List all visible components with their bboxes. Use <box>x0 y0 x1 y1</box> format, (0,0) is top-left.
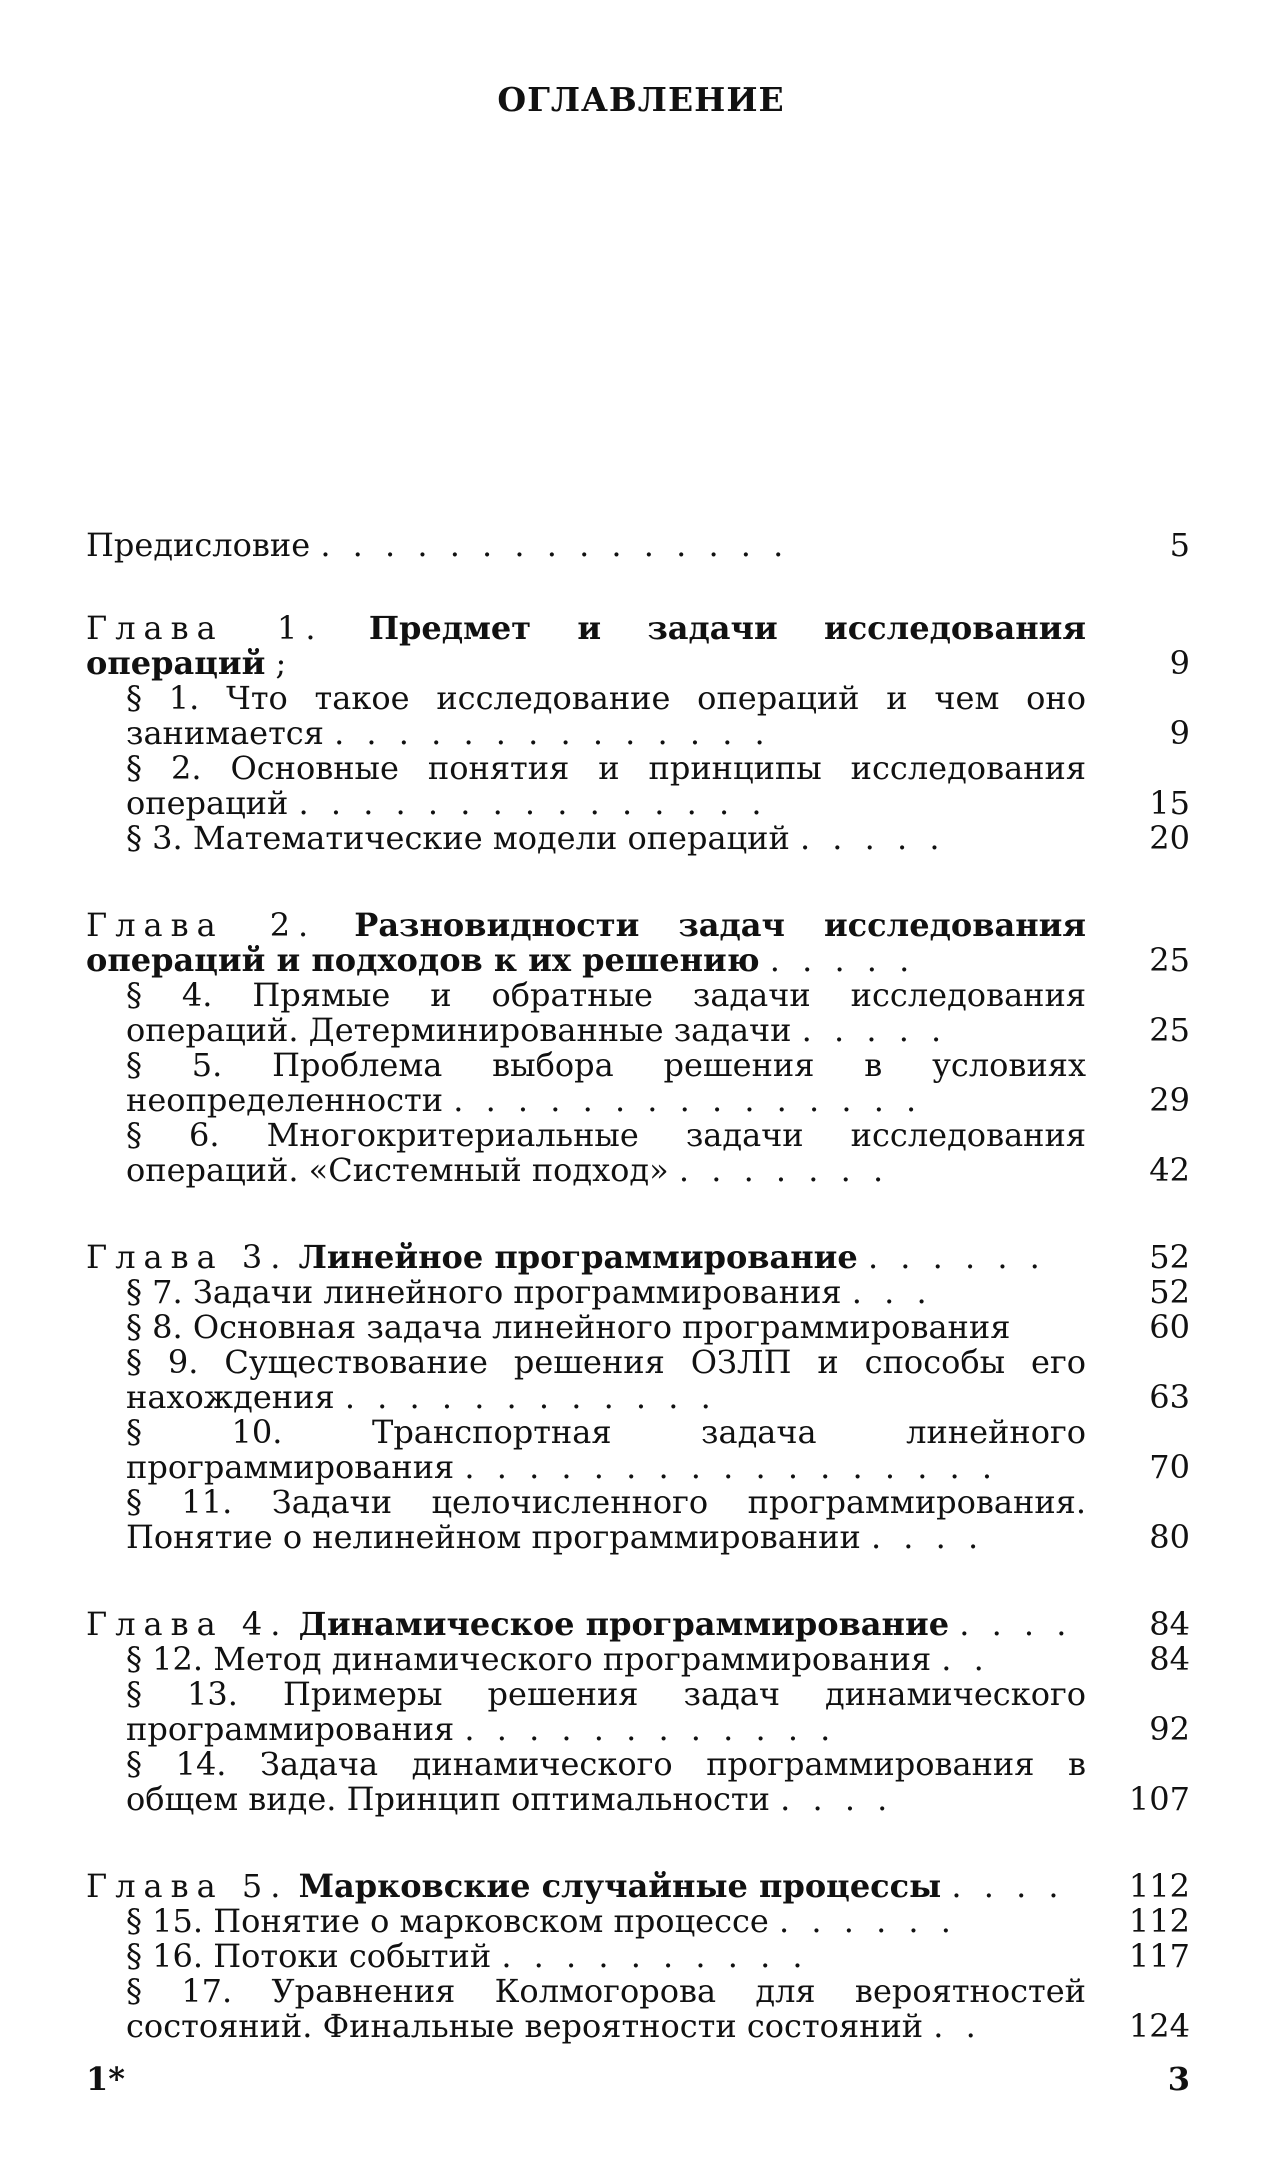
section-title: § 2. Основные понятия и принципы исследования операций <box>126 749 1086 822</box>
toc-entry-section[interactable] <box>86 1642 1196 1677</box>
toc-entry-section[interactable] <box>86 751 1196 821</box>
leader-dots: . . . . . . . . . . . . . . . <box>320 526 790 564</box>
toc-entry-section[interactable] <box>86 1939 1196 1974</box>
section-title: § 10. Транспортная задача линейного программирования <box>126 1413 1086 1486</box>
table-of-contents <box>86 528 1196 2044</box>
leader-dots: . . . . . . . . . . . . . . . <box>298 784 768 822</box>
leader-dots: . . . . <box>870 1518 985 1556</box>
toc-entry-section[interactable] <box>86 1747 1196 1817</box>
toc-entry-section[interactable] <box>86 1677 1196 1747</box>
page-number: 60 <box>1149 1308 1190 1346</box>
page-number: 84 <box>1149 1605 1190 1643</box>
section-title: § 9. Существование решения ОЗЛП и способы его нахождения <box>126 1343 1086 1416</box>
page-number: 112 <box>1128 1902 1190 1940</box>
leader-dots: . . . . . . . <box>678 1151 890 1189</box>
toc-entry-chapter-4[interactable] <box>86 1607 1196 1642</box>
page-number: 52 <box>1149 1238 1190 1276</box>
chapter-title: Разновидности задач исследования операций и подходов к их решению <box>86 906 1087 979</box>
chapter-prefix: Глава 4. <box>86 1605 289 1643</box>
page-number: 117 <box>1128 1937 1190 1975</box>
leader-dots: . . . . . <box>799 819 946 857</box>
leader-dots: . . . . . . <box>779 1902 957 1940</box>
chapter-prefix: Глава 1. <box>86 609 324 647</box>
toc-entry-section[interactable] <box>86 681 1196 751</box>
toc-entry-section[interactable] <box>86 1415 1196 1485</box>
toc-entry-section[interactable] <box>86 1485 1196 1555</box>
toc-entry-chapter-5[interactable] <box>86 1869 1196 1904</box>
section-title: § 15. Понятие о марковском процессе <box>126 1902 769 1940</box>
chapter-prefix: Глава 5. <box>86 1867 289 1905</box>
leader-dots: . . . . <box>959 1605 1073 1643</box>
toc-entry-section[interactable] <box>86 1345 1196 1415</box>
leader-dots: . . . . . . . . . . . . . . . <box>453 1081 923 1119</box>
toc-entry-section[interactable] <box>86 821 1196 856</box>
leader-dots: . . . . <box>951 1867 1065 1905</box>
chapter-title: Линейное программирование <box>298 1238 858 1276</box>
toc-entry-chapter-2[interactable] <box>86 908 1196 978</box>
page-number: 15 <box>1149 784 1190 822</box>
leader-dots: . . . . . . . . . . . . <box>344 1378 717 1416</box>
section-title: § 16. Потоки событий <box>126 1937 492 1975</box>
toc-entry-section[interactable] <box>86 1118 1196 1188</box>
section-title: § 6. Многокритериальные задачи исследования операций. «Системный подход» <box>126 1116 1086 1189</box>
toc-entry-preface[interactable] <box>86 528 1196 563</box>
chapter-prefix: Глава 3. <box>86 1238 289 1276</box>
section-title: § 4. Прямые и обратные задачи исследования операций. Детерминированные задачи <box>126 976 1086 1049</box>
page-number: 84 <box>1149 1640 1190 1678</box>
section-title: § 17. Уравнения Колмогорова для вероятностей состояний. Финальные вероятности состояний <box>126 1972 1086 2045</box>
chapter-prefix: Глава 2. <box>86 906 317 944</box>
page-title: ОГЛАВЛЕНИЕ <box>497 80 785 119</box>
page-number: 80 <box>1149 1518 1190 1556</box>
leader-dots: . . . . . <box>801 1011 948 1049</box>
page-number: 9 <box>1169 644 1190 682</box>
page-number: 25 <box>1149 941 1190 979</box>
leader-dots: . . . . . <box>769 941 916 979</box>
section-title: § 12. Метод динамического программирования <box>126 1640 932 1678</box>
toc-entry-section[interactable] <box>86 978 1196 1048</box>
toc-entry-section[interactable] <box>86 1310 1196 1345</box>
section-title: § 11. Задачи целочисленного программирования. Понятие о нелинейном программировании <box>126 1483 1086 1556</box>
chapter-list <box>86 611 1196 2044</box>
toc-entry-section[interactable] <box>86 1904 1196 1939</box>
page-number: 92 <box>1149 1710 1190 1748</box>
section-title: § 3. Математические модели операций <box>126 819 790 857</box>
section-title: § 7. Задачи линейного программирования <box>126 1273 842 1311</box>
section-title: § 14. Задача динамического программирования в общем виде. Принцип оптимальности <box>126 1745 1086 1818</box>
folio-page-number: 3 <box>1167 2060 1190 2098</box>
leader-dots: . . . . . . . . . . . . . . . . . <box>464 1448 999 1486</box>
page-number: 29 <box>1149 1081 1190 1119</box>
page-number: 52 <box>1149 1273 1190 1311</box>
section-title: § 5. Проблема выбора решения в условиях неопределенности <box>126 1046 1086 1119</box>
page-number: 5 <box>1169 526 1190 564</box>
chapter-gap <box>86 1188 1196 1232</box>
page-number: 112 <box>1128 1867 1190 1905</box>
section-title: § 13. Примеры решения задач динамического программирования <box>126 1675 1086 1748</box>
toc-entry-section[interactable] <box>86 1974 1196 2044</box>
toc-entry-chapter-1[interactable] <box>86 611 1196 681</box>
page-number: 63 <box>1149 1378 1190 1416</box>
signature-mark: 1* <box>86 2060 125 2098</box>
page-number: 25 <box>1149 1011 1190 1049</box>
leader-dots: ; <box>275 644 293 682</box>
toc-entry-section[interactable] <box>86 1275 1196 1310</box>
page-number: 42 <box>1149 1151 1190 1189</box>
page-number: 124 <box>1128 2007 1190 2045</box>
chapter-gap <box>86 1817 1196 1861</box>
section-title: § 8. Основная задача линейного программирования <box>126 1308 1011 1346</box>
leader-dots: . . . . . . . . . . <box>501 1937 809 1975</box>
page-number: 70 <box>1149 1448 1190 1486</box>
page-number: 9 <box>1169 714 1190 752</box>
section-title: § 1. Что такое исследование операций и чем оно занимается <box>126 679 1086 752</box>
preface-label: Предисловие <box>86 526 311 564</box>
chapter-gap <box>86 856 1196 900</box>
chapter-title: Предмет и задачи исследования операций <box>86 609 1087 682</box>
chapter-gap <box>86 1555 1196 1599</box>
chapter-title: Динамическое программирование <box>298 1605 950 1643</box>
leader-dots: . . . . . . <box>867 1238 1046 1276</box>
leader-dots: . . <box>941 1640 990 1678</box>
toc-entry-section[interactable] <box>86 1048 1196 1118</box>
leader-dots: . . . <box>851 1273 933 1311</box>
leader-dots: . . . . . . . . . . . . <box>464 1710 837 1748</box>
toc-entry-chapter-3[interactable] <box>86 1240 1196 1275</box>
leader-dots: . . <box>933 2007 982 2045</box>
page-number: 20 <box>1149 819 1190 857</box>
page-number: 107 <box>1128 1780 1190 1818</box>
chapter-title: Марковские случайные процессы <box>298 1867 942 1905</box>
leader-dots: . . . . . . . . . . . . . . <box>334 714 771 752</box>
leader-dots: . . . . <box>780 1780 894 1818</box>
